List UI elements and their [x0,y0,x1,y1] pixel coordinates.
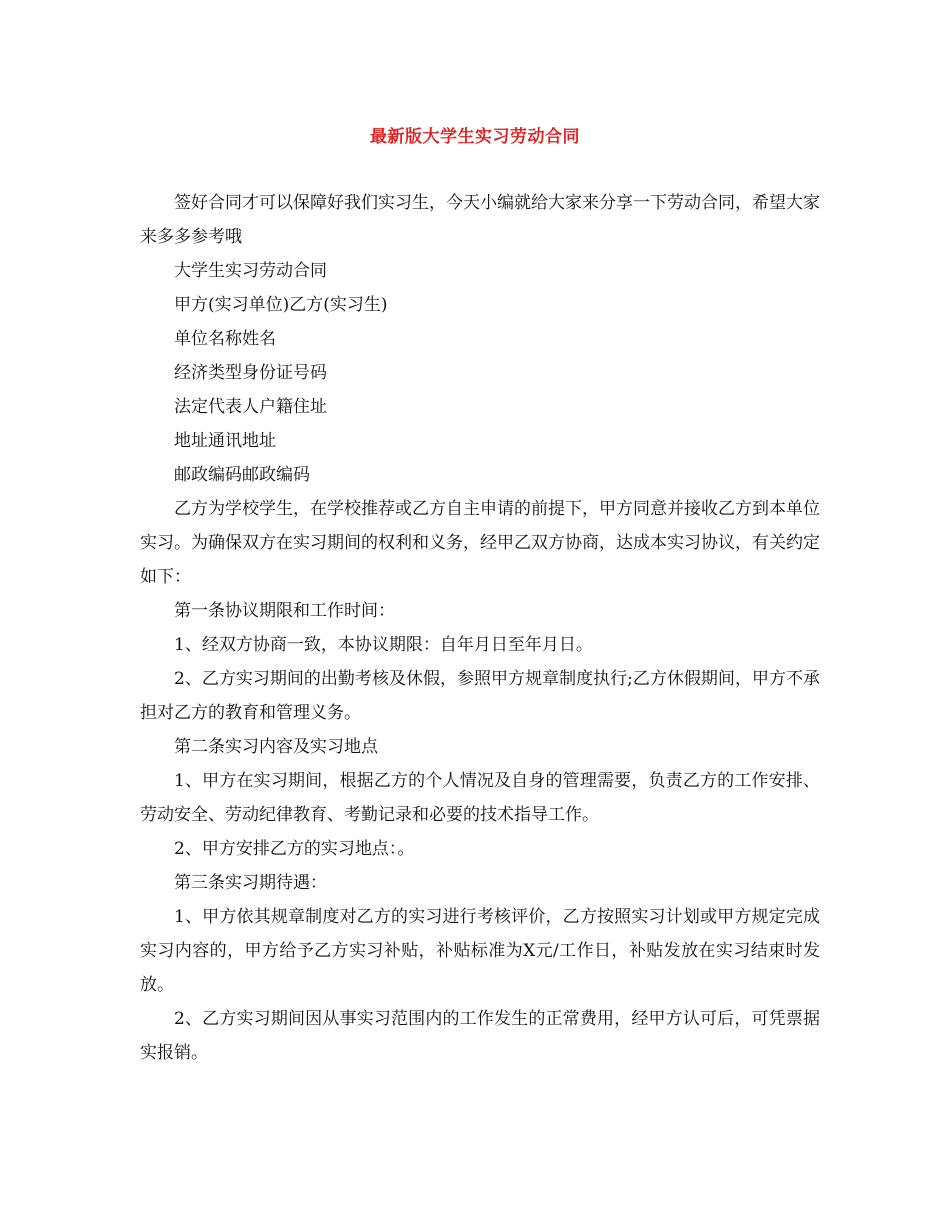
paragraph-intro: 签好合同才可以保障好我们实习生，今天小编就给大家来分享一下劳动合同，希望大家来多多参考哦 [140,193,820,247]
article-1-clause-2: 2、乙方实习期间的出勤考核及休假，参照甲方规章制度执行;乙方休假期间，甲方不承担对乙方的教育和管理义务。 [140,669,820,723]
article-1-clause-1: 1、经双方协商一致，本协议期限：自年月日至年月日。 [174,635,593,655]
paragraph-parties: 甲方(实习单位)乙方(实习生) [174,295,388,315]
paragraph-field-postcode: 邮政编码邮政编码 [174,465,310,485]
paragraph-field-economic-type: 经济类型身份证号码 [174,363,327,383]
article-3-clause-2: 2、乙方实习期间因从事实习范围内的工作发生的正常费用，经甲方认可后，可凭票据实报销。 [140,1009,820,1063]
document-body [140,186,820,1070]
article-3-clause-1: 1、甲方依其规章制度对乙方的实习进行考核评价，乙方按照实习计划或甲方规定完成实习内容的，甲方给予乙方实习补贴，补贴标准为X元/工作日，补贴发放在实习结束时发放。 [140,907,820,995]
article-1-heading: 第一条协议期限和工作时间： [174,601,395,621]
paragraph-preamble: 乙方为学校学生，在学校推荐或乙方自主申请的前提下，甲方同意并接收乙方到本单位实习。为确保双方在实习期间的权利和义务，经甲乙双方协商，达成本实习协议，有关约定如下： [140,499,820,587]
document-title: 最新版大学生实习劳动合同 [370,127,580,147]
paragraph-field-legal-rep: 法定代表人户籍住址 [174,397,327,417]
article-3-heading: 第三条实习期待遇： [174,873,327,893]
paragraph-contract-name: 大学生实习劳动合同 [174,261,327,281]
paragraph-field-address: 地址通讯地址 [174,431,276,451]
article-2-clause-2: 2、甲方安排乙方的实习地点：。 [174,839,415,859]
article-2-heading: 第二条实习内容及实习地点 [174,737,378,757]
article-2-clause-1: 1、甲方在实习期间，根据乙方的个人情况及自身的管理需要，负责乙方的工作安排、劳动安全、劳动纪律教育、考勤记录和必要的技术指导工作。 [140,771,820,825]
paragraph-field-unit-name: 单位名称姓名 [174,329,276,349]
